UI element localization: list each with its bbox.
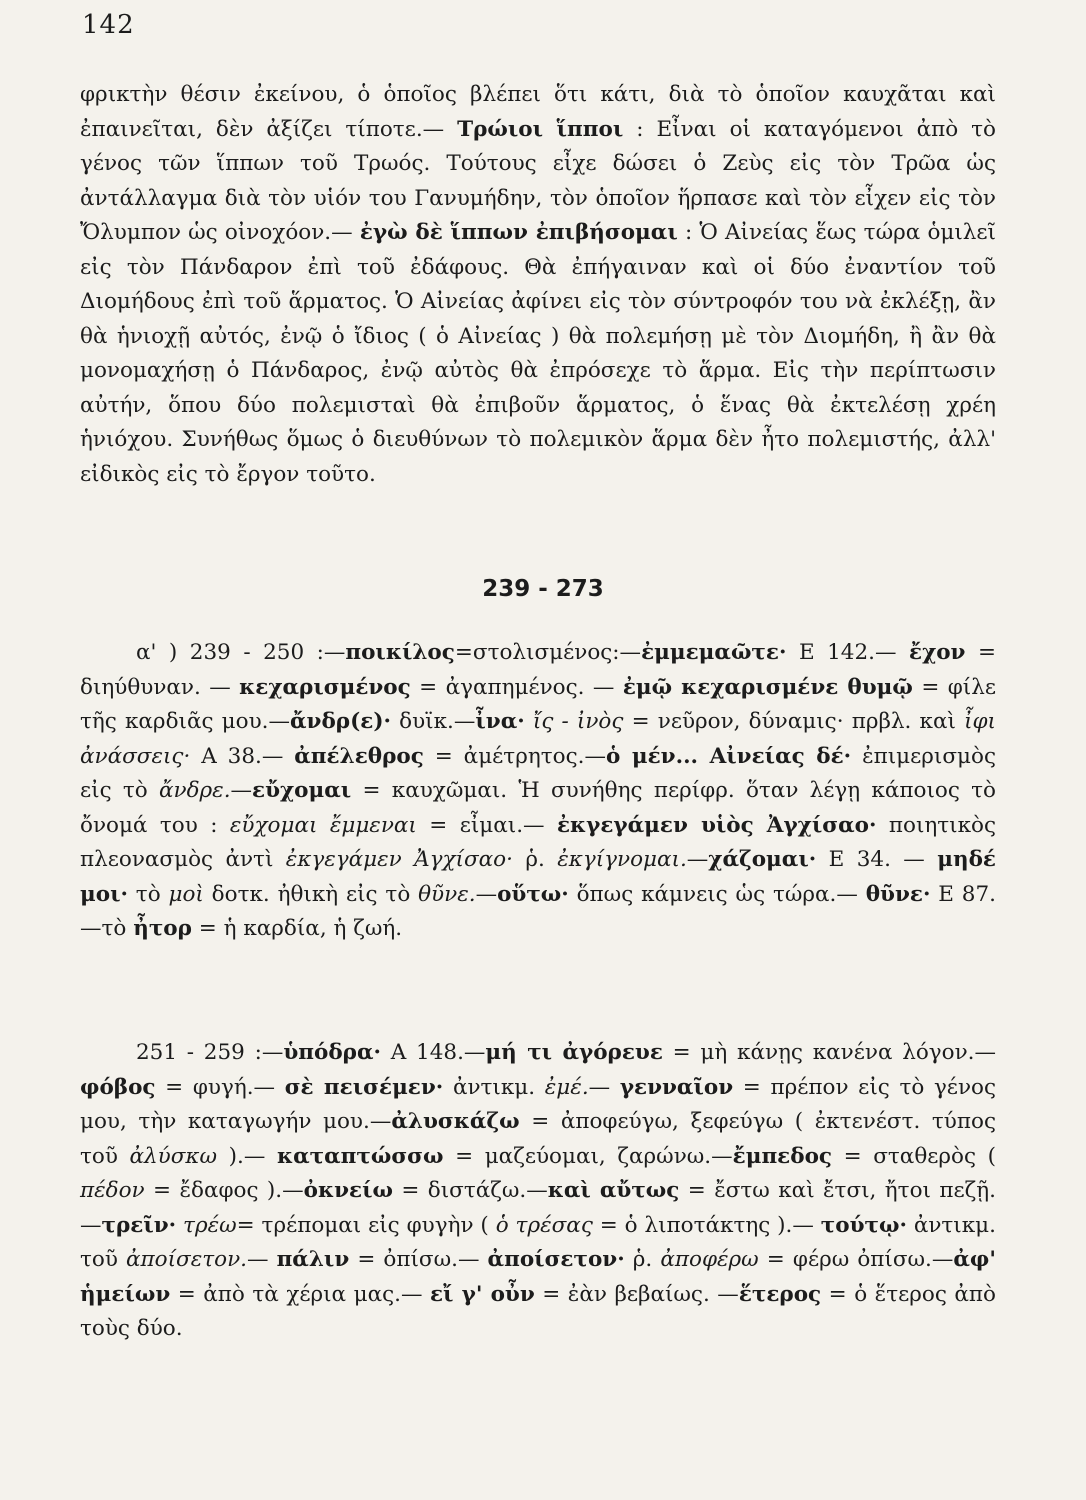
gloss-text [176, 1213, 183, 1238]
gloss-text: : Εἶναι οἱ καταγόμενοι ἀπὸ τὸ γένος τῶν ἵππων τοῦ Τρωός. Τούτους εἶχε δώσει ὁ Ζεὺς εἰς τὸν Τρῶα ὡς ἀντάλλαγμα διὰ τὸν υἱόν του Γανυμήδην, τὸν ὁποῖον ἥρπασε καὶ τὸν εἶχεν εἰς τὸν Ὄλυμπον ὡς οἰνοχόον.— [80, 116, 996, 245]
cited-word: ἴς - ἰνὸς [532, 709, 624, 734]
lemma-term: ἦτορ [133, 916, 192, 941]
lemma-term: ἕτερος [738, 1281, 822, 1307]
lemma-term: γενναῖον [619, 1074, 734, 1100]
lemma-term: ὁ μέν... Αἰνείας δέ· [605, 743, 852, 769]
lemma-term: εἴ γ' οὖν [429, 1281, 535, 1307]
lemma-term: ἐγὼ δὲ ἵππων ἐπιβήσομαι [359, 220, 678, 245]
gloss-text: α' ) 239 - 250 :— [136, 640, 346, 665]
section-heading: 239 - 273 [482, 576, 604, 602]
lemma-term: φόβος [80, 1074, 156, 1100]
gloss-text: : Ὁ Αἰνείας ἕως τώρα ὁμιλεῖ εἰς τὸν Πάνδαρον ἐπὶ τοῦ ἐδάφους. Θὰ ἐπήγαιναν καὶ οἱ δύο ἐναντίον τοῦ Διομήδους ἐπὶ τοῦ ἅρματος. Ὁ Αἰνείας ἀφίνει εἰς τὸν σύντροφόν του νὰ ἐκλέξῃ, ἂν θὰ ἡνιοχῇ αὐτός, ἐνῷ ὁ ἴδιος ( ὁ Αἰνείας ) θὰ πολεμήσῃ μὲ τὸν Διομήδη, ἢ ἂν θὰ μονομαχήσῃ ὁ Πάνδαρος, ἐνῷ αὐτὸς θὰ ἐπρόσεχε τὸ ἅρμα. Εἰς τὴν περίπτωσιν αὐτήν, ὅπου δύο πολεμισταὶ θὰ ἐπιβοῦν ἅρματος, ὁ ἕνας θὰ ἐκτελέσῃ χρέη ἡνιόχου. Συνήθως ὅμως ὁ διευθύνων τὸ πολεμικὸν ἅρμα δὲν ἦτο πολεμιστής, ἀλλ' εἰδικὸς εἰς τὸ ἔργον τοῦτο. [80, 220, 996, 487]
gloss-text: δοτκ. ἠθικὴ εἰς τὸ [203, 881, 419, 907]
lemma-term: ἐμῷ κεχαρισμένε θυμῷ [622, 674, 913, 700]
lemma-term: τούτῳ· [820, 1212, 907, 1238]
cited-word: ἐμέ. [544, 1074, 589, 1100]
gloss-text: = εἶμαι.— [416, 812, 557, 838]
gloss-text: ).— [217, 1143, 277, 1169]
gloss-text: = φυγή.— [155, 1074, 285, 1100]
lemma-term: μηδέ μοι· [80, 847, 996, 907]
gloss-text: φρικτὴν θέσιν ἐκείνου, ὁ ὁποῖος βλέπει ὅτι κάτι, διὰ τὸ ὁποῖον καυχᾶται καὶ ἐπαινεῖται, δὲν ἀξίζει τίποτε.— [80, 82, 996, 142]
gloss-text: ῥ. [512, 847, 558, 872]
cited-word: ἀποίσετον. [126, 1247, 247, 1272]
gloss-text: — [230, 778, 253, 803]
lemma-term: καταπτώσσω [276, 1143, 444, 1169]
lemma-term: Τρώιοι ἵπποι [457, 116, 624, 142]
gloss-text: 251 - 259 :— [136, 1040, 284, 1065]
gloss-text: = τρέπομαι εἰς φυγὴν ( [236, 1212, 496, 1238]
lemma-term: ἐκγεγάμεν υἱὸς Ἀγχίσαο· [556, 812, 877, 838]
lemma-term: ἶνα· [475, 709, 525, 734]
lemma-term: ὀκνείω [303, 1178, 393, 1203]
gloss-text: = ἀπὸ τὰ χέρια μας.— [170, 1281, 430, 1307]
commentary-paragraph-3 [80, 1036, 996, 1347]
gloss-text: = καυχῶμαι. Ἡ συνήθης περίφρ. ὅταν λέγῃ κάποιος τὸ ὄνομά του : [80, 778, 996, 838]
gloss-text: = μαζεύομαι, ζαρώνω.— [443, 1143, 733, 1169]
cited-word: ἐκγεγάμεν Ἀγχίσαο· [285, 847, 513, 872]
gloss-text: = ὁ ἕτερος ἀπὸ τοὺς δύο. [80, 1281, 996, 1341]
gloss-text: = μὴ κάνῃς κανένα λόγον.— [662, 1040, 996, 1065]
lemma-term: ποικίλος [345, 640, 455, 665]
cited-word: ἶφι ἀνάσσεις· [80, 709, 996, 769]
lemma-term: ἀλυσκάζω [391, 1109, 520, 1134]
gloss-text: Ε 34. — [816, 847, 938, 872]
gloss-text: = ἀποφεύγω, ξεφεύγω ( ἐκτενέστ. τύπος τοῦ [80, 1109, 996, 1169]
gloss-text: = ἡ καρδία, ἡ ζωή. [191, 916, 403, 941]
gloss-text: = διστάζω.— [392, 1178, 548, 1203]
lemma-term: ἀπέλεθρος [294, 743, 424, 769]
page-number: 142 [82, 10, 135, 40]
gloss-text: = ὁ λιποτάκτης ).— [592, 1212, 821, 1238]
lemma-term: καὶ αὔτως [547, 1178, 680, 1203]
gloss-text: = ἀγαπημένος. — [410, 674, 623, 700]
gloss-text: = φίλε τῆς καρδιᾶς μου.— [80, 674, 996, 734]
commentary-paragraph-1 [80, 78, 996, 492]
gloss-text: Α 148.— [381, 1040, 486, 1065]
lemma-term: ἐμμεμαῶτε· [641, 640, 787, 665]
gloss-text: — [588, 1074, 620, 1100]
gloss-text: = ὀπίσω.— [349, 1247, 488, 1272]
lemma-term: μή τι ἀγόρευε [485, 1040, 663, 1065]
lemma-term: εὔχομαι [252, 778, 352, 803]
cited-word: ἐκγίγνομαι. [557, 847, 687, 872]
gloss-text: Ε 87.—τὸ [80, 881, 996, 941]
gloss-text: =στολισμένος:— [454, 640, 642, 665]
cited-word: θῦνε. [418, 881, 476, 907]
gloss-text: = ἔστω καὶ ἔτσι, ἤτοι πεζῇ.— [80, 1178, 996, 1238]
cited-word: μοὶ [168, 881, 204, 907]
gloss-text: ἀντικμ. [443, 1074, 545, 1100]
gloss-text: Ε 142.— [786, 640, 909, 665]
gloss-text: Α 38.— [190, 743, 295, 769]
gloss-text: — [686, 847, 709, 872]
lemma-term: θῦνε· [865, 881, 931, 907]
gloss-text: = ἐὰν βεβαίως. — [534, 1281, 739, 1307]
gloss-text: ἀντικμ. τοῦ [80, 1212, 996, 1272]
gloss-text: ῥ. [624, 1247, 661, 1272]
gloss-text: τὸ [127, 881, 169, 907]
gloss-text: — [475, 881, 498, 907]
lemma-term: οὕτω· [497, 881, 569, 907]
gloss-text: = νεῦρον, δύναμις· πρβλ. καὶ [623, 709, 965, 734]
gloss-text: = φέρω ὀπίσω.— [758, 1247, 954, 1272]
lemma-term: ἀφ' ἡμείων [80, 1247, 996, 1307]
gloss-text: ὅπως κάμνεις ὡς τώρα.— [568, 881, 866, 907]
gloss-text: — [246, 1247, 277, 1272]
lemma-term: ἔμπεδος [732, 1143, 833, 1169]
lemma-term: κεχαρισμένος [239, 674, 411, 700]
cited-word: εὔχομαι ἔμμεναι [229, 812, 417, 838]
lemma-term: τρεῖν· [101, 1212, 177, 1238]
cited-word: ἄνδρε. [159, 778, 231, 803]
cited-word: ὁ τρέσας [495, 1212, 593, 1238]
cited-word: ἀλύσκω [129, 1143, 218, 1169]
gloss-text: δυϊκ.— [391, 709, 476, 734]
gloss-text: = διηύθυναν. — [80, 640, 996, 700]
gloss-text: = ἔδαφος ).— [144, 1178, 304, 1203]
gloss-text [525, 709, 533, 734]
cited-word: τρέω [183, 1212, 237, 1238]
cited-word: ἀποφέρω [660, 1247, 759, 1272]
lemma-term: ὑπόδρα· [283, 1040, 382, 1065]
gloss-text: = πρέπον εἰς τὸ γένος μου, τὴν καταγωγήν μου.— [80, 1074, 996, 1134]
lemma-term: πάλιν [276, 1247, 350, 1272]
commentary-paragraph-2 [80, 636, 996, 947]
lemma-term: χάζομαι· [708, 847, 817, 872]
lemma-term: ἔχον [909, 640, 966, 665]
lemma-term: ἄνδρ(ε)· [289, 709, 391, 734]
gloss-text: = ἀμέτρητος.— [423, 743, 606, 769]
lemma-term: σὲ πεισέμεν· [284, 1074, 444, 1100]
lemma-term: ἀποίσετον· [487, 1247, 625, 1272]
gloss-text: ποιητικὸς πλεονασμὸς ἀντὶ [80, 812, 997, 872]
gloss-text: = σταθερὸς ( [832, 1143, 997, 1169]
gloss-text: ἐπιμερισμὸς εἰς τὸ [80, 743, 996, 803]
cited-word: πέδον [80, 1178, 145, 1203]
